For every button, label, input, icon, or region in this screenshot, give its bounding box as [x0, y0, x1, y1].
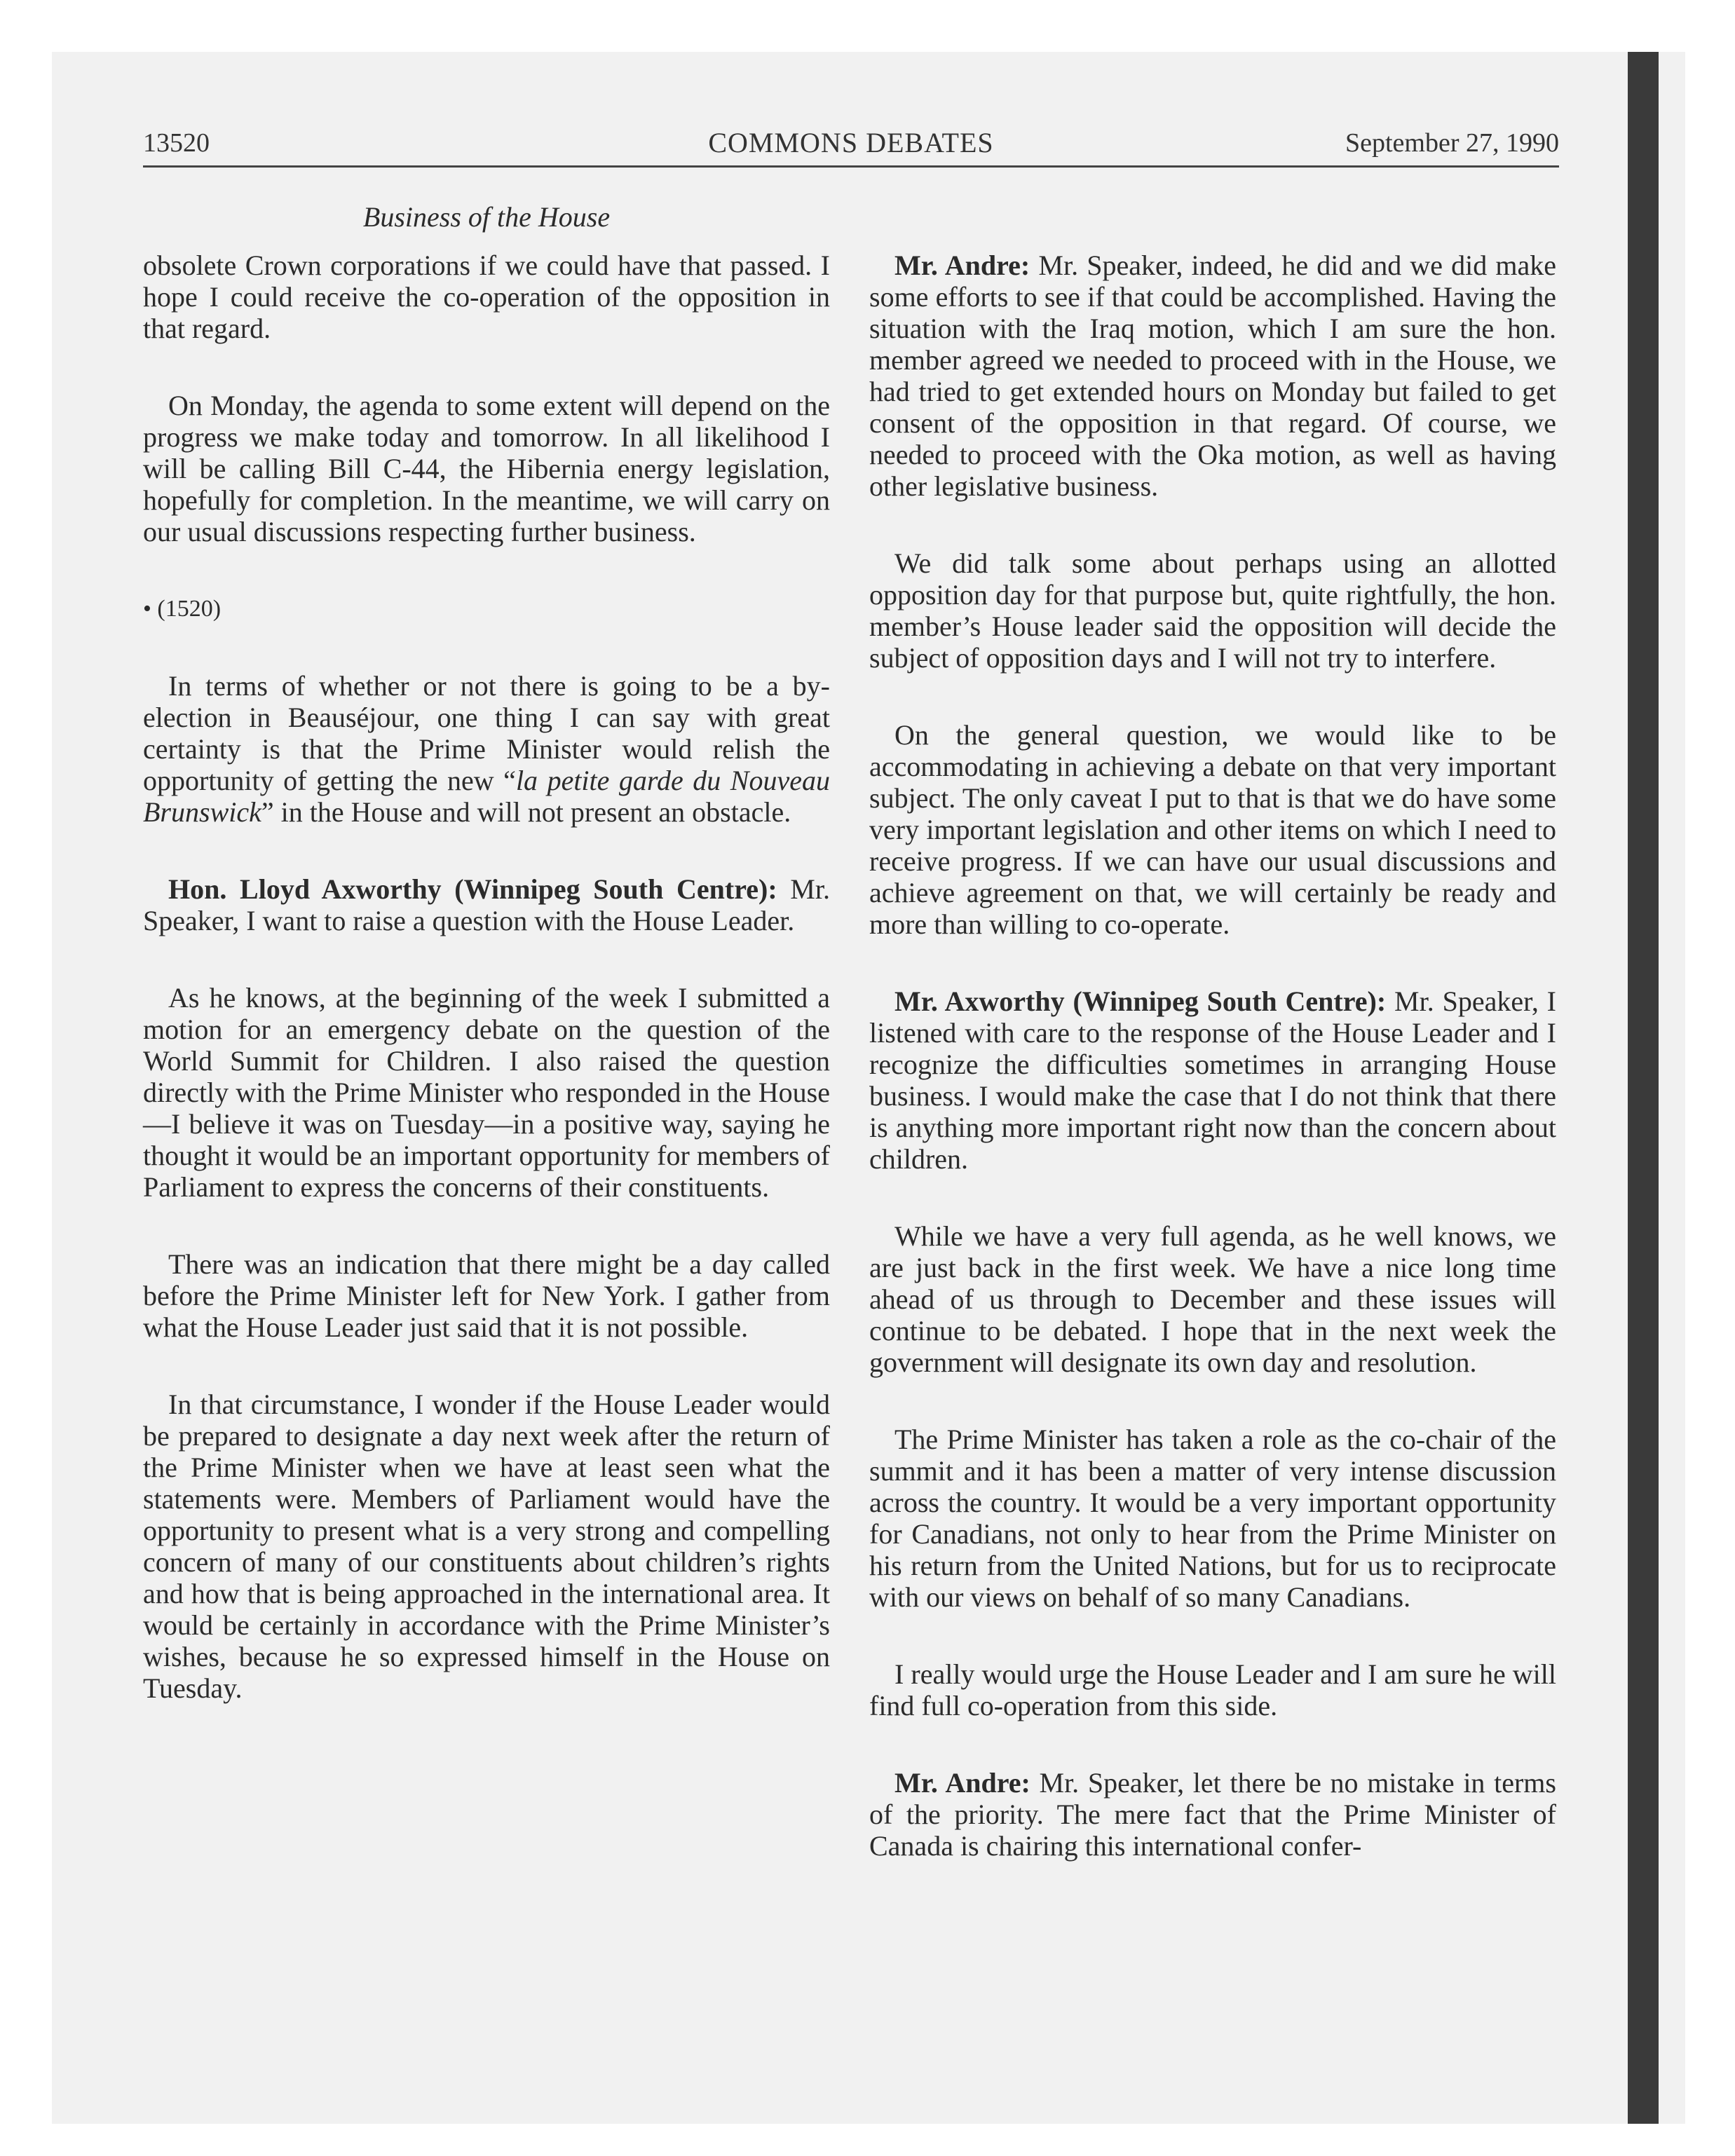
scan-edge-strip — [1628, 52, 1659, 2124]
speech-text: Mr. Speaker, I listened with care to the response of the House Leader and I recognize the difficulties sometimes in arranging House business. I would make the case that I do not think that there is anything more important right now than the concern about children. — [869, 985, 1556, 1175]
italic-quote: la petite garde du Nouveau Brunswick — [143, 765, 830, 828]
publication-title: COMMONS DEBATES — [708, 127, 994, 158]
header-date: September 27, 1990 — [1345, 128, 1559, 158]
paragraph: There was an indication that there might be a day called before the Prime Minister left for New York. I gather from what the House Leader just said that it is not possible. — [143, 1248, 830, 1343]
page-header — [143, 123, 1559, 165]
speech-text: Mr. Speaker, indeed, he did and we did make some efforts to see if that could be accomplished. Having the situation with the Iraq motion, which I am sure the hon. member agreed we needed to proceed with in the House, we had tried to get extended hours on Monday but failed to get consent of the opposition in that regard. Of course, we needed to proceed with the Oka motion, as well as having other legislative business. — [869, 250, 1556, 502]
paragraph: I really would urge the House Leader and I am sure he will find full co-operation from this side. — [869, 1658, 1556, 1721]
paragraph: On Monday, the agenda to some extent will depend on the progress we make today and tomorrow. In all likelihood I will be calling Bill C-44, the Hibernia energy legislation, hopefully for completion. In the meantime, we will carry on our usual discussions respecting further business. — [143, 390, 830, 547]
text-run: In terms of whether or not there is going to be a by-election in Beauséjour, one thing I can say with great certainty is that the Prime Minister would relish the opportunity of getting the new “ — [143, 670, 830, 796]
left-column — [143, 250, 830, 1704]
speech-text: Mr. Speaker, let there be no mistake in terms of the priority. The mere fact that the Prime Minister of Canada is chairing this international confer- — [869, 1767, 1556, 1862]
speaker-name: Mr. Axworthy (Winnipeg South Centre): — [894, 985, 1387, 1017]
paragraph: While we have a very full agenda, as he well knows, we are just back in the first week. We have a nice long time ahead of us through to December and these issues will continue to be debated. I hope that in the next week the government will designate its own day and resolution. — [869, 1220, 1556, 1378]
speaker-name: Mr. Andre: — [894, 1767, 1030, 1799]
paragraph: In that circumstance, I wonder if the House Leader would be prepared to designate a day next week after the return of the Prime Minister when we have at least seen what the statements were. Members of Parliament would have the opportunity to present what is a very strong and compelling concern of many of our constituents about children’s rights and how that is being approached in the international area. It would be certainly in accordance with the Prime Minister’s wishes, because he so expressed himself in the House on Tuesday. — [143, 1389, 830, 1704]
paragraph: On the general question, we would like to be accommodating in achieving a debate on that very important subject. The only caveat I put to that is that we do have some very important legislation and other items on which I need to receive progress. If we can have our usual discussions and achieve agreement on that, we will certainly be ready and more than willing to co-operate. — [869, 719, 1556, 940]
paragraph: obsolete Crown corporations if we could have that passed. I hope I could receive the co-operation of the opposition in that regard. — [143, 250, 830, 344]
time-marker: • (1520) — [143, 596, 222, 622]
speech-paragraph — [869, 1767, 1556, 1862]
text-run: ” in the House and will not present an obstacle. — [261, 796, 791, 828]
speaker-name: Hon. Lloyd Axworthy (Winnipeg South Centre): — [168, 873, 777, 905]
section-title: Business of the House — [362, 201, 611, 233]
paragraph: As he knows, at the beginning of the week I submitted a motion for an emergency debate on the question of the World Summit for Children. I also raised the question directly with the Prime Minister who responded in the House—I believe it was on Tuesday—in a positive way, saying he thought it would be an important opportunity for members of Parliament to express the concerns of their constituents. — [143, 982, 830, 1203]
speech-paragraph — [143, 873, 830, 936]
paragraph — [143, 670, 830, 828]
speech-text: Mr. Speaker, I want to raise a question with the House Leader. — [143, 873, 830, 936]
speaker-name: Mr. Andre: — [894, 250, 1030, 281]
page-number: 13520 — [143, 128, 210, 158]
header-rule — [143, 165, 1559, 168]
speech-paragraph — [869, 985, 1556, 1175]
speech-paragraph — [869, 250, 1556, 502]
paragraph: The Prime Minister has taken a role as the co-chair of the summit and it has been a matter of very intense discussion across the country. It would be a very important opportunity for Canadians, not only to hear from the Prime Minister on his return from the United Nations, but for us to reciprocate with our views on behalf of so many Canadians. — [869, 1424, 1556, 1613]
right-column — [869, 250, 1556, 1862]
paragraph: We did talk some about perhaps using an allotted opposition day for that purpose but, quite rightfully, the hon. member’s House leader said the opposition will decide the subject of opposition days and I will not try to interfere. — [869, 547, 1556, 674]
